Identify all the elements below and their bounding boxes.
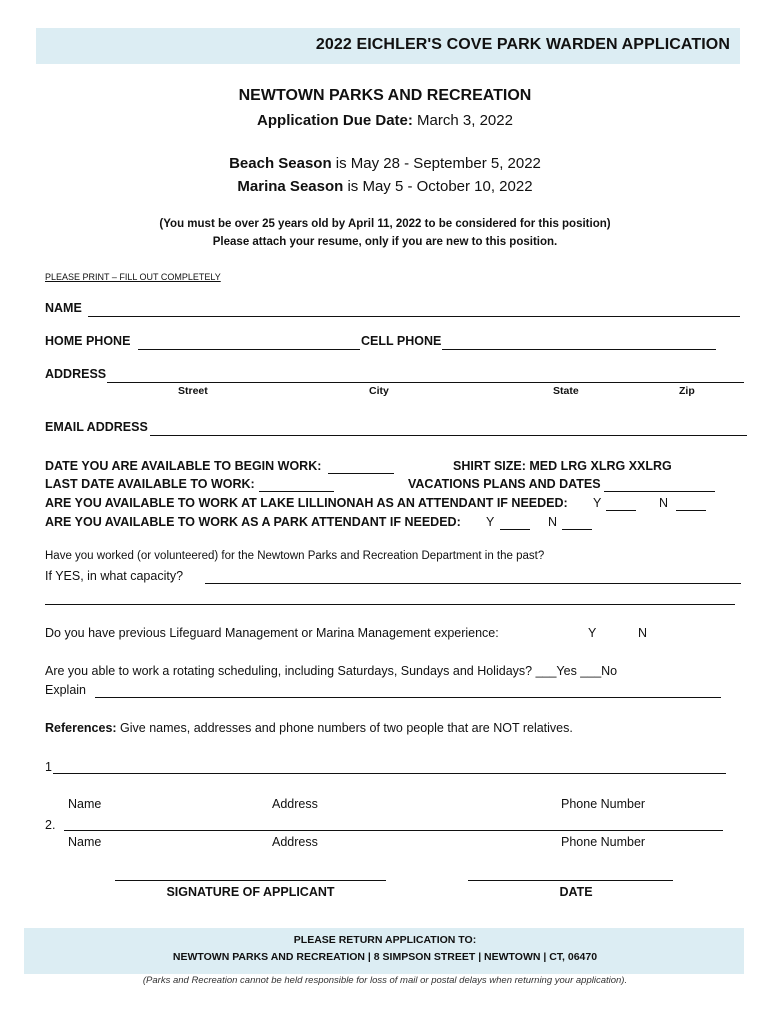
beach-season-value: is May 28 - September 5, 2022 [331, 155, 541, 172]
signature-label: SIGNATURE OF APPLICANT [166, 885, 335, 899]
worked-before-question: Have you worked (or volunteered) for the Newtown Parks and Recreation Department in the past? [45, 550, 545, 562]
lillinonah-n-field[interactable] [676, 510, 706, 511]
beach-season-label: Beach Season [229, 155, 332, 172]
name-field[interactable] [88, 316, 740, 317]
return-to-label: PLEASE RETURN APPLICATION TO: [293, 934, 477, 946]
reference-2-number: 2. [45, 818, 56, 832]
references-label: References: [45, 721, 117, 735]
organization-name: NEWTOWN PARKS AND RECREATION [238, 87, 532, 104]
email-field[interactable] [150, 435, 747, 436]
last-date-label: LAST DATE AVAILABLE TO WORK: [45, 477, 255, 491]
due-date-label: Application Due Date: [257, 112, 413, 129]
return-address: NEWTOWN PARKS AND RECREATION | 8 SIMPSON STREET | NEWTOWN | CT, 06470 [172, 951, 598, 963]
due-date-value: March 3, 2022 [412, 112, 513, 129]
explain-label: Explain [45, 683, 86, 697]
rotating-schedule-question: Are you able to work a rotating scheduling, including Saturdays, Sundays and Holidays? ___Yes ___No [45, 664, 618, 678]
reference-2-name-label: Name [68, 835, 102, 849]
park-attendant-n-field[interactable] [562, 529, 592, 530]
reference-1-field[interactable] [53, 773, 726, 774]
page-title: 2022 EICHLER'S COVE PARK WARDEN APPLICATION [315, 36, 730, 53]
reference-2-phone-label: Phone Number [561, 835, 646, 849]
mail-disclaimer: (Parks and Recreation cannot be held responsible for loss of mail or postal delays when returning your application). [142, 975, 628, 986]
home-phone-label: HOME PHONE [45, 334, 131, 348]
address-label: ADDRESS [45, 367, 107, 381]
name-label: NAME [45, 301, 82, 315]
explain-field[interactable] [95, 697, 721, 698]
park-attendant-y-field[interactable] [500, 529, 530, 530]
street-sublabel: Street [178, 385, 208, 397]
vacation-label: VACATIONS PLANS AND DATES [408, 477, 601, 491]
capacity-label: If YES, in what capacity? [45, 569, 184, 583]
reference-1-name-label: Name [68, 797, 102, 811]
title-banner [36, 28, 740, 64]
begin-work-label: DATE YOU ARE AVAILABLE TO BEGIN WORK: [45, 459, 322, 473]
signature-field[interactable] [115, 880, 386, 881]
age-requirement: (You must be over 25 years old by April 11, 2022 to be considered for this position) [159, 218, 611, 230]
resume-note: Please attach your resume, only if you are new to this position. [212, 236, 558, 248]
cell-phone-field[interactable] [442, 349, 716, 350]
lifeguard-n[interactable]: N [638, 626, 648, 640]
beach-season [0, 155, 770, 172]
print-instruction: PLEASE PRINT – FILL OUT COMPLETELY [45, 272, 221, 282]
reference-1-address-label: Address [272, 797, 318, 811]
vacation-field[interactable] [604, 491, 715, 492]
reference-1-number: 1 [45, 760, 52, 774]
park-attendant-n: N [548, 515, 558, 529]
lifeguard-question: Do you have previous Lifeguard Management or Marina Management experience: [45, 626, 499, 640]
marina-season-value: is May 5 - October 10, 2022 [343, 178, 533, 195]
lillinonah-label: ARE YOU AVAILABLE TO WORK AT LAKE LILLINONAH AS AN ATTENDANT IF NEEDED: [45, 496, 568, 510]
references-instruction: Give names, addresses and phone numbers of two people that are NOT relatives. [116, 721, 573, 735]
capacity-field-line2[interactable] [45, 604, 735, 605]
address-field[interactable] [107, 382, 744, 383]
marina-season [0, 178, 770, 195]
park-attendant-label: ARE YOU AVAILABLE TO WORK AS A PARK ATTENDANT IF NEEDED: [45, 515, 461, 529]
cell-phone-label: CELL PHONE [361, 334, 442, 348]
email-label: EMAIL ADDRESS [45, 420, 148, 434]
lillinonah-y: Y [593, 496, 602, 510]
begin-work-field[interactable] [328, 473, 394, 474]
reference-2-address-label: Address [272, 835, 318, 849]
due-date [0, 112, 770, 129]
reference-2-field[interactable] [64, 830, 723, 831]
marina-season-label: Marina Season [237, 178, 344, 195]
park-attendant-y: Y [486, 515, 495, 529]
references-heading [45, 721, 573, 735]
city-sublabel: City [369, 385, 389, 397]
last-date-field[interactable] [259, 491, 334, 492]
lillinonah-y-field[interactable] [606, 510, 636, 511]
home-phone-field[interactable] [138, 349, 360, 350]
date-label: DATE [559, 885, 593, 899]
lillinonah-n: N [659, 496, 669, 510]
reference-1-phone-label: Phone Number [561, 797, 646, 811]
zip-sublabel: Zip [679, 385, 695, 397]
state-sublabel: State [553, 385, 579, 397]
shirt-size-label: SHIRT SIZE: MED LRG XLRG XXLRG [453, 459, 672, 473]
lifeguard-y[interactable]: Y [588, 626, 597, 640]
date-field[interactable] [468, 880, 673, 881]
capacity-field[interactable] [205, 583, 741, 584]
